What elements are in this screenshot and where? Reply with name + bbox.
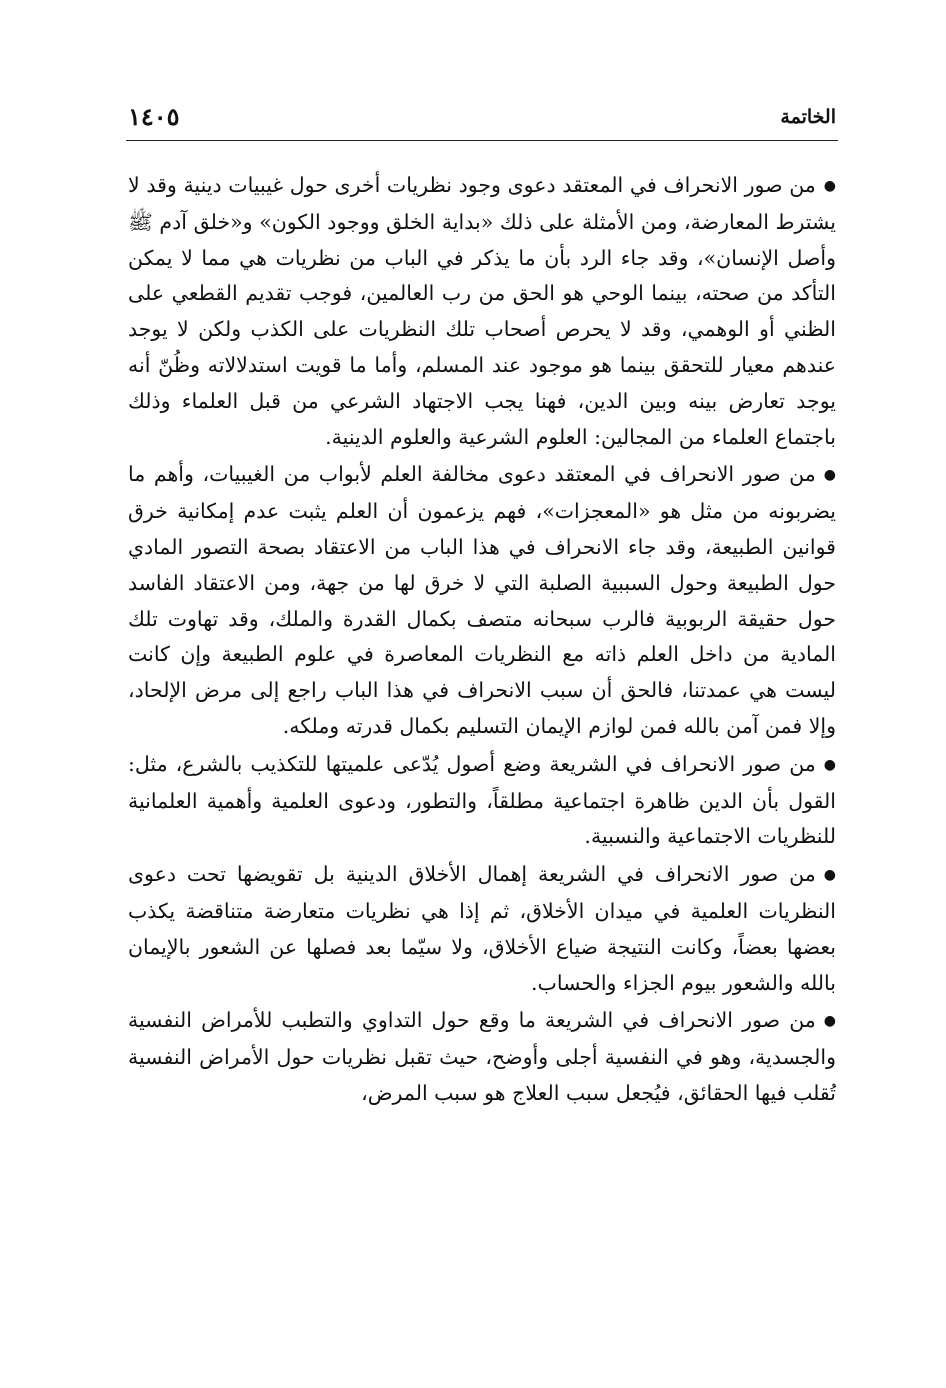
paragraph-text: من صور الانحراف في المعتقد دعوى وجود نظريات أخرى حول غيبيات دينية وقد لا يشترط المعارضة، ومن الأمثلة على ذلك «بداية الخلق ووجود الكون» و«خلق آدم ﷺ وأصل الإنسان»، وقد جاء الرد بأن ما يذكر في الباب من نظريات هي مما لا يمكن التأكد من صحته، بينما الوحي هو الحق من رب العالمين، فوجب تقديم القطعي على الظني أو الوهمي، وقد لا يحرص أصحاب تلك النظريات على الكذب ولكن لا يوجد عندهم معيار للتحقق بينما هو موجود عند المسلم، وأما ما قويت استدلالاته وظُنّ أنه يوجد تعارض بينه وبين الدين، فهنا يجب الاجتهاد الشرعي من قبل العلماء وذلك باجتماع العلماء من المجالين: العلوم الشرعية والعلوم الدينية. (128, 173, 836, 449)
bullet-icon: ● (823, 1013, 836, 1030)
chapter-title: الخاتمة (780, 106, 836, 128)
bullet-icon: ● (823, 178, 836, 194)
header-divider (126, 140, 838, 141)
bullet-paragraph (128, 1003, 836, 1111)
paragraph-text: من صور الانحراف في الشريعة إهمال الأخلاق الدينية بل تقويضها تحت دعوى النظريات العلمية في ميدان الأخلاق، ثم إذا هي نظريات متعارضة متناقضة يكذب بعضها بعضاً، وكانت النتيجة ضياع الأخلاق، ولا سيّما بعد فصلها عن الشعور بالإيمان بالله والشعور بيوم الجزاء والحساب. (128, 862, 836, 995)
paragraph-text: من صور الانحراف في المعتقد دعوى مخالفة العلم لأبواب من الغيبيات، وأهم ما يضربونه من مثل هو «المعجزات»، فهم يزعمون أن العلم يثبت عدم إمكانية خرق قوانين الطبيعة، وقد جاء الانحراف في هذا الباب من الاعتقاد بصحة التصور المادي حول الطبيعة وحول السببية الصلبة التي لا خرق لها من جهة، ومن الاعتقاد الفاسد حول حقيقة الربوبية فالرب سبحانه متصف بكمال القدرة والملك، وقد تهاوت تلك المادية من داخل العلم ذاته مع النظريات المعاصرة في علوم الطبيعة وإن كانت ليست هي عمدتنا، فالحق أن سبب الانحراف في هذا الباب راجع إلى مرض الإلحاد، وإلا فمن آمن بالله فمن لوازم الإيمان التسليم بكمال قدرته وملكه. (128, 462, 836, 738)
paragraph-text: من صور الانحراف في الشريعة وضع أصول يُدّعى علميتها للتكذيب بالشرع، مثل: القول بأن الدين ظاهرة اجتماعية مطلقاً، والتطور، ودعوى العلمية وأهمية العلمانية للنظريات الاجتماعية والنسبية. (128, 751, 836, 849)
paragraph-text: من صور الانحراف في الشريعة ما وقع حول التداوي والتطبب للأمراض النفسية والجسدية، وهو في النفسية أجلى وأوضح، حيث تقبل نظريات حول الأمراض النفسية تُقلب فيها الحقائق، فيُجعل سبب العلاج هو سبب المرض، (128, 1008, 836, 1105)
running-header (128, 100, 836, 136)
bullet-icon: ● (823, 467, 836, 484)
bullet-icon: ● (823, 756, 836, 773)
bullet-paragraph (128, 168, 836, 455)
bullet-paragraph (128, 857, 836, 1001)
bullet-icon: ● (823, 867, 836, 884)
bullet-paragraph (128, 457, 836, 744)
bullet-paragraph (128, 747, 836, 855)
page-number: ١٤٠٥ (128, 102, 180, 131)
body-text (128, 168, 836, 1114)
